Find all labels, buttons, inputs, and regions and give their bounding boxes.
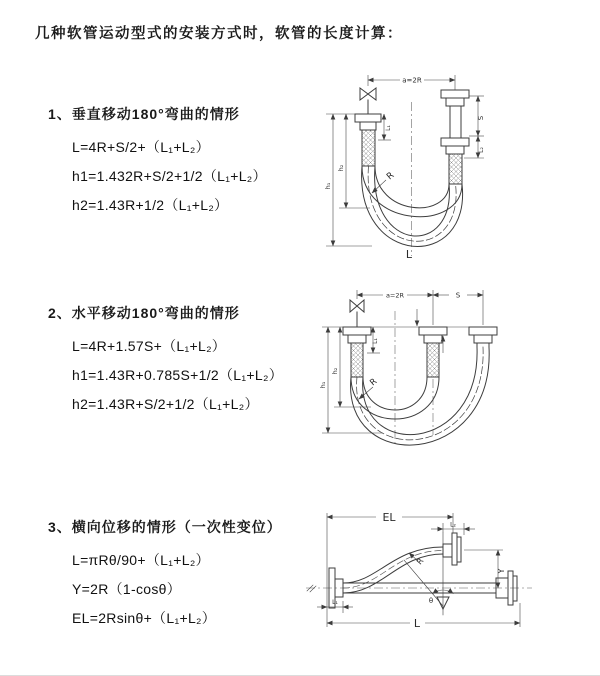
dim-label-l2: L₂ — [478, 147, 485, 153]
hose-braid — [449, 154, 462, 184]
hose-assembly — [307, 533, 517, 615]
diagram-vertical-bend — [312, 68, 590, 263]
valve-icon — [350, 300, 364, 312]
formula-line: L=4R+1.57S+（L₁+L₂） — [72, 338, 227, 354]
section-3-formulas — [72, 546, 282, 633]
diagram-lateral-displacement — [300, 503, 590, 661]
radius-label: R — [414, 556, 426, 567]
hose-centerline — [357, 347, 484, 440]
dimension-lines — [317, 513, 520, 627]
page-title: 几种软管运动型式的安装方式时，软管的长度计算： — [35, 26, 403, 42]
length-label: L — [413, 617, 421, 630]
formula-line: L=πRθ/90+（L₁+L₂） — [72, 552, 210, 568]
formula-line: h1=1.43R+0.785S+1/2（L₁+L₂） — [72, 367, 283, 383]
dim-label-el: EL — [382, 511, 396, 524]
dim-label-h2: h₂ — [331, 367, 339, 375]
diagram-horizontal-bend — [313, 283, 590, 458]
hose-assembly — [355, 88, 469, 246]
dim-label-s: S — [455, 291, 461, 300]
formula-line: EL=2Rsinθ+（L₁+L₂） — [72, 610, 217, 626]
dim-label-a2r: a=2R — [402, 76, 422, 85]
dim-label-s: S — [477, 115, 485, 121]
section-2 — [48, 303, 283, 419]
dim-label-l2: L₂ — [450, 521, 456, 529]
dim-label-l1: L₁ — [372, 338, 379, 344]
section-1-formulas — [72, 133, 267, 220]
dim-label-l1: L₁ — [332, 599, 338, 606]
formula-line: L=4R+S/2+（L₁+L₂） — [72, 139, 210, 155]
valve-icon — [360, 88, 376, 100]
dim-label-h1: h₁ — [324, 182, 332, 190]
hose-curve — [375, 166, 449, 208]
section-2-formulas — [72, 332, 283, 419]
section-2-heading: 2、水平移动180°弯曲的情形 — [48, 305, 240, 321]
dim-label-l1: L₁ — [385, 125, 392, 131]
dimension-lines — [322, 290, 491, 433]
length-label: L — [405, 248, 413, 261]
section-3-heading: 3、横向位移的情形（一次性变位） — [48, 519, 282, 535]
section-3 — [48, 517, 282, 633]
hose-centerline — [368, 166, 456, 241]
dim-label-y: Y — [497, 568, 506, 574]
hose-braid — [362, 130, 375, 166]
angle-label: θ — [428, 597, 434, 605]
dim-label-h2: h₂ — [337, 164, 345, 172]
formula-line: Y=2R（1-cosθ） — [72, 581, 182, 597]
dim-label-h1: h₁ — [319, 381, 327, 389]
hose-curve — [343, 547, 443, 583]
hose-curve — [343, 554, 443, 593]
hose-assembly — [343, 300, 497, 445]
dim-label-a2r: a=2R — [385, 291, 405, 300]
formula-line: h1=1.432R+S/2+1/2（L₁+L₂） — [72, 168, 267, 184]
formula-line: h2=1.43R+1/2（L₁+L₂） — [72, 197, 229, 213]
section-1 — [48, 104, 267, 220]
hose-curve — [363, 347, 477, 435]
section-1-heading: 1、垂直移动180°弯曲的情形 — [48, 106, 240, 122]
formula-line: h2=1.43R+S/2+1/2（L₁+L₂） — [72, 396, 259, 412]
hose-braid — [427, 343, 439, 377]
radius-label: R — [385, 170, 397, 183]
radius-label: R — [368, 376, 380, 389]
hose-braid — [351, 343, 363, 377]
